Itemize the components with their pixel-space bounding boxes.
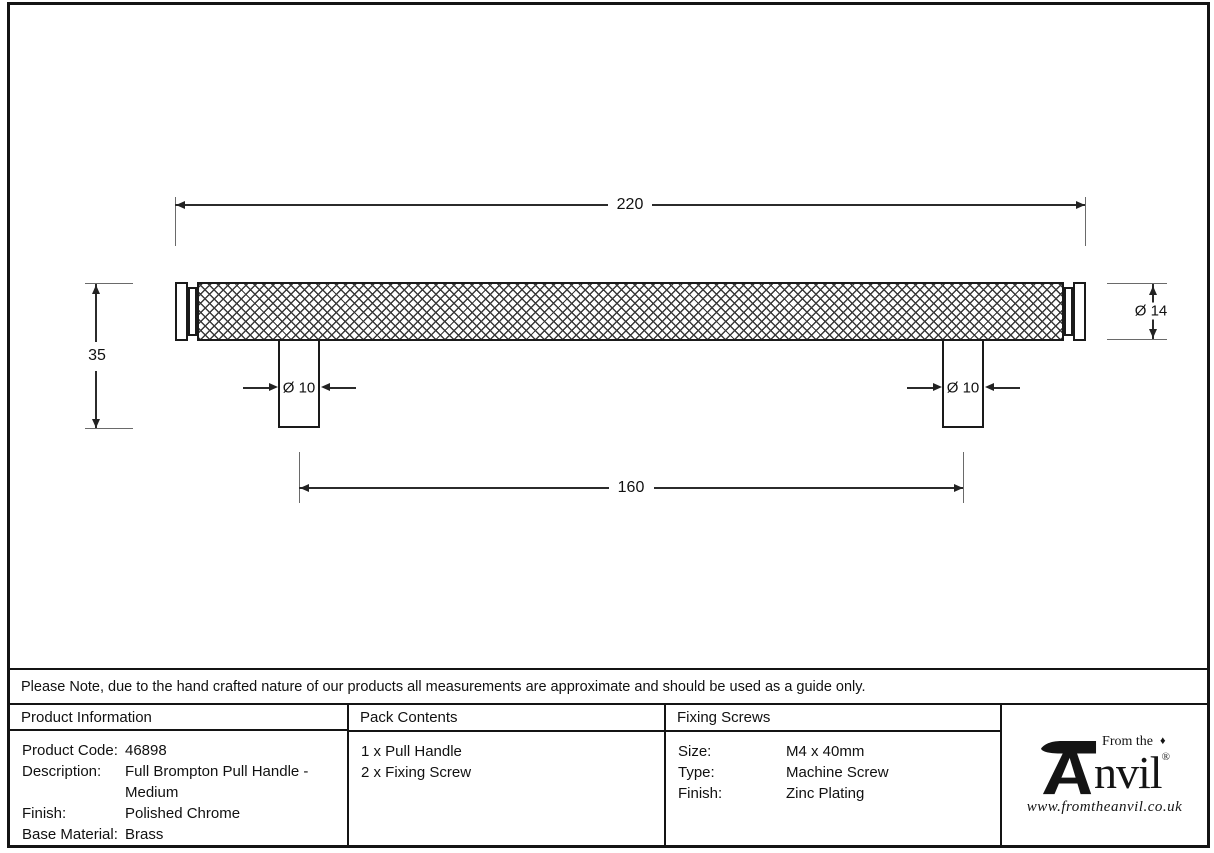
overall-length-dimension: 220 xyxy=(611,196,650,214)
row-value: M4 x 40mm xyxy=(786,743,865,760)
projection-dimension: 35 xyxy=(82,347,112,365)
row-label: Size: xyxy=(678,743,712,760)
post-diameter-left-dimension: Ø 10 xyxy=(282,379,316,397)
registered-mark: ® xyxy=(1161,750,1169,763)
column-header xyxy=(349,705,664,732)
dimension-line xyxy=(330,387,356,389)
row-label: Description: xyxy=(22,763,102,780)
pack-item: 2 x Fixing Screw xyxy=(361,764,472,781)
dimension-line xyxy=(907,387,933,389)
pack-item: 1 x Pull Handle xyxy=(361,743,462,760)
note-box xyxy=(10,670,1207,705)
neck-right xyxy=(1064,287,1073,336)
arrow-icon xyxy=(321,383,330,391)
pack-contents-column xyxy=(349,705,666,845)
row-label: Base Material: xyxy=(22,826,118,843)
note-text: Please Note, due to the hand crafted nature of our products all measurements are approximate and should be used as a guide only. xyxy=(21,678,866,695)
row-value: Machine Screw xyxy=(786,764,889,781)
fixing-screws-header: Fixing Screws xyxy=(677,709,771,726)
dimension-line xyxy=(243,387,269,389)
spec-table xyxy=(10,705,1207,845)
arrow-icon xyxy=(269,383,278,391)
product-information-header: Product Information xyxy=(21,708,152,726)
row-value: Polished Chrome xyxy=(125,805,241,822)
post-diameter-right-dimension: Ø 10 xyxy=(946,379,980,397)
end-cap-right xyxy=(1073,282,1086,341)
arrow-icon xyxy=(1076,201,1085,209)
brand-name xyxy=(1094,746,1169,798)
arrow-icon xyxy=(985,383,994,391)
column-header xyxy=(666,705,1000,732)
row-value: 46898 xyxy=(125,742,167,759)
extension-line xyxy=(1107,339,1167,340)
arrow-icon xyxy=(954,484,963,492)
arrow-icon xyxy=(176,201,185,209)
row-label: Product Code: xyxy=(22,742,118,759)
row-value: Zinc Plating xyxy=(786,785,865,802)
end-cap-left xyxy=(175,282,188,341)
product-information-column xyxy=(10,705,349,845)
dimension-line xyxy=(652,204,1085,206)
bar-diameter-dimension: Ø 14 xyxy=(1134,302,1168,320)
row-label: Finish: xyxy=(22,805,67,822)
arrow-icon xyxy=(1149,329,1157,338)
pack-contents-header: Pack Contents xyxy=(360,709,458,726)
extension-line xyxy=(1107,283,1167,284)
arrow-icon xyxy=(300,484,309,492)
dimension-line xyxy=(654,487,963,489)
dimension-line xyxy=(994,387,1020,389)
row-label: Type: xyxy=(678,764,715,781)
from-the-anvil-logo xyxy=(1027,735,1183,816)
anvil-icon xyxy=(1040,740,1098,796)
pack-contents-body xyxy=(349,732,664,783)
brand-prefix-text: From the xyxy=(1102,733,1153,749)
dimension-line xyxy=(175,204,608,206)
row-value: Brass xyxy=(125,826,164,843)
brand-name-text: nvil xyxy=(1094,746,1162,798)
neck-left xyxy=(188,287,197,336)
fixing-centres-dimension: 160 xyxy=(612,479,651,497)
info-panel xyxy=(10,668,1207,845)
arrow-icon xyxy=(1149,286,1157,295)
column-header xyxy=(10,705,347,731)
extension-line xyxy=(1085,197,1086,246)
fixing-screws-body xyxy=(666,732,1000,804)
brand-website: www.fromtheanvil.co.uk xyxy=(1026,798,1183,815)
extension-line xyxy=(85,283,133,284)
arrow-icon xyxy=(92,419,100,428)
row-value: Full Brompton Pull Handle - Medium xyxy=(125,763,309,801)
row-label: Finish: xyxy=(678,785,723,802)
product-information-body xyxy=(10,731,347,845)
extension-line xyxy=(963,452,964,503)
extension-line xyxy=(85,428,133,429)
dimension-line xyxy=(299,487,609,489)
fixing-screws-column xyxy=(666,705,1002,845)
knurled-bar xyxy=(197,282,1064,341)
arrow-icon xyxy=(92,285,100,294)
arrow-icon xyxy=(933,383,942,391)
brand-area xyxy=(1002,705,1207,845)
extension-line xyxy=(299,452,300,503)
diamond-icon: ♦ xyxy=(1159,735,1166,747)
